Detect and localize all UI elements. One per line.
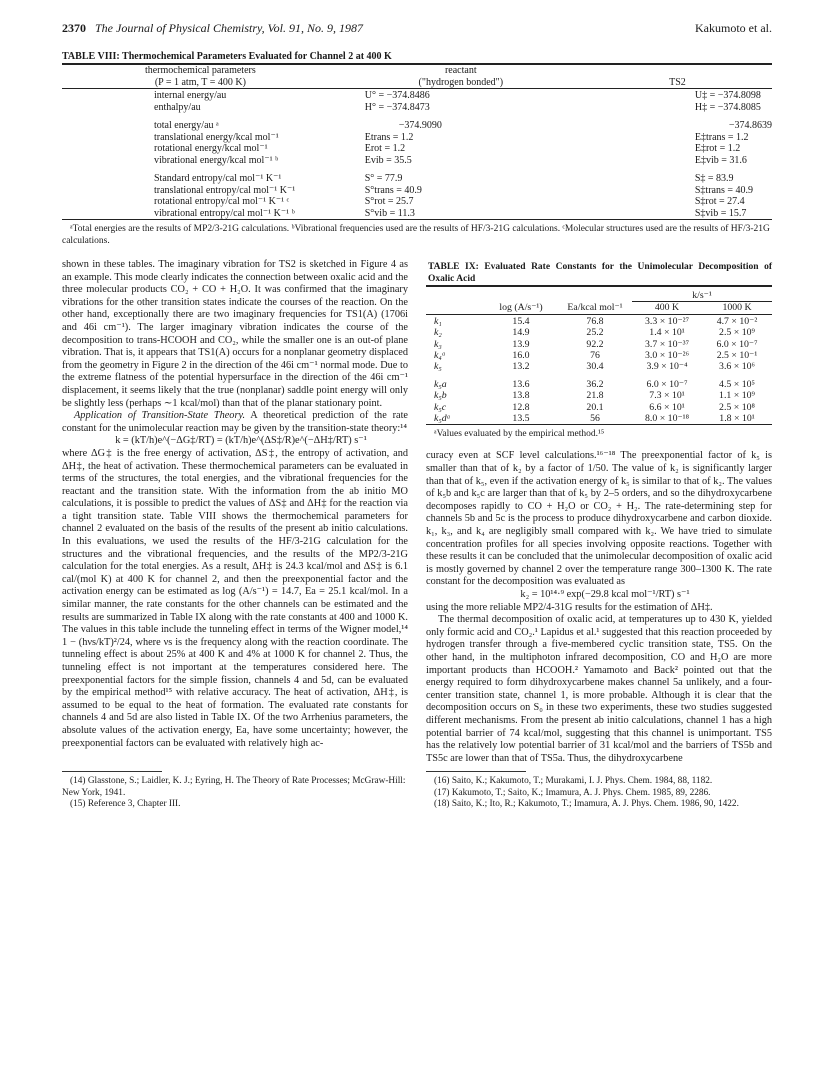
table9-k-head: k/s⁻¹: [632, 290, 772, 302]
footnote-14: (14) Glasstone, S.; Laidler, K. J.; Eyring, H. The Theory of Rate Processes; McGraw-Hill: New York, 1941.: [62, 776, 406, 798]
table9-header-row-1: [426, 290, 772, 302]
right-column: [426, 259, 772, 765]
equation-tst: k = (kT/h)e^(−ΔG‡/RT) = (kT/h)e^(ΔS‡/R)e^(−ΔH‡/RT) s⁻¹: [115, 435, 367, 447]
table9-head-1000k: 1000 K: [722, 302, 752, 314]
paragraph: The thermal decomposition of oxalic acid, at temperatures up to 430 K, yielded only formic acid and CO₂.¹ Lapidus et al.¹ suggested that this reaction proceeded by hydrogen transfer through a five-membered cyclic transition state, TS5. On the other hand, in the multiphoton infrared decomposition, CO and H₂O are more important products than HCOOH.² Yamamoto and Back² pointed out that the energy required to form dihydroxycarbene makes channel 5a unlikely, and a four-center transition state, channel 1, is more probable. Although it is clear that the decomposition occurs on S₀ in these two experiments, these two studies suggested different mechanisms. From the present ab initio calculations, channel 1 has a high potential barrier of 74 kcal/mol, suggesting that this channel is unimportant. TS5 has the relatively low potential barrier of 31 kcal/mol and the barriers of TS5b and TS5c are lower than that of TS5a. Thus, the dihydroxycarbene: [426, 614, 772, 764]
footnote-16: (16) Saito, K.; Kakumoto, T.; Murakami, I. J. Phys. Chem. 1984, 88, 1182.: [434, 776, 713, 787]
journal-citation: The Journal of Physical Chemistry, Vol. 91, No. 9, 1987: [95, 21, 363, 35]
table8-head-ts2: TS2: [669, 76, 686, 88]
paragraph: shown in these tables. The imaginary vibration for TS2 is sketched in Figure 4 as an example. This mode clearly indicates the connection between oxalic acid and the three molecular products CO₂ + CO + H₂O. It was confirmed that the imaginary vibrations for the other transition states indicate the courses of the reaction. On the other hand, exceptionally there are two imaginary frequencies for TS1(A) (1706i and 46i cm⁻¹). The larger imaginary vibration indicates the course of the decomposition to trans-HCOOH and CO₂, while the smaller one is an out-of plane vibration. That is, it appears that TS1(A) occurs for a nonplanar geometry displaced from the geometry in Figure 2 in the direction of the 46i cm⁻¹ normal mode. Due to the extreme flatness of the potential hypersurface in the direction of the 46i cm⁻¹ displacement, it seems likely that the true (nonplanar) saddle point energy will only be slightly less (perhaps ∼1 kcal/mol) than that of the planar stationary point.: [62, 259, 408, 409]
table9-head-ea: Ea/kcal mol⁻¹: [567, 302, 623, 314]
table9-bottom-rule: [426, 424, 772, 425]
running-head-left: [62, 20, 363, 36]
table-row: internal energy/au U° = −374.8486 U‡ = −374.8098: [154, 90, 761, 101]
footnotes-right: [426, 771, 772, 810]
page-number: 2370: [62, 21, 86, 35]
paragraph: curacy even at SCF level calculations.¹⁶⁻¹⁸ The preexponential factor of k₅ is smaller than that of k₂ by a factor of 1/50. The value of k₂ is significantly larger than that of k₅, even if the activation energy of k₅ is similar to that of k₂. The values of k₅b and k₅c are larger than that of k₅ by 2–5 orders, and so the dihydroxycarbene decomposes rapidly to CO + H₂O or CO₂ + H₂. The rate-determining step for channels 5b and 5c is the process to produce dihydroxycarbene and carbon dioxide. k₁, k₃, and k₄ are negligibly small compared with k₂. We have tried to simulate concentration profiles for all species involving opposite reactions. Together with these results it can be concluded that the unimolecular decomposition of oxalic acid is mostly governed by channel 2 over the temperature range 300–1300 K. The rate constant for the decomposition was evaluated as: [426, 450, 772, 588]
footnote-17: (17) Kakumoto, T.; Saito, K.; Imamura, A. J. Phys. Chem. 1985, 89, 2286.: [434, 787, 711, 798]
table8-header-row-1: [62, 65, 772, 77]
table8-bottom-rule: [62, 219, 772, 220]
table8: [62, 65, 772, 219]
footnotes: [62, 771, 772, 810]
table8-head-reactant-a: reactant: [444, 65, 477, 76]
table9-head-loga: log (A/s⁻¹): [499, 302, 543, 314]
table-row: k₅c 12.8 20.1 6.6 × 10¹ 2.5 × 10⁸: [434, 401, 755, 413]
table8-caption: TABLE VIII: Thermochemical Parameters Evaluated for Channel 2 at 400 K: [62, 51, 392, 62]
table8-header-row-2: [62, 77, 772, 89]
section-heading: Application of Transition-State Theory.: [74, 410, 246, 422]
table9-footnote: ᵃValues evaluated by the empirical method.¹⁵: [434, 429, 605, 440]
table-row: translational entropy/cal mol⁻¹ K⁻¹ S°trans = 40.9 S‡trans = 40.9: [154, 184, 753, 196]
footnote-18: (18) Saito, K.; Ito, R.; Kakumoto, T.; Imamura, A. J. Phys. Chem. 1986, 90, 1422.: [434, 798, 739, 809]
paragraph: using the more reliable MP2/4-31G results for the estimation of ΔH‡.: [426, 601, 713, 613]
running-head-authors: Kakumoto et al.: [695, 21, 772, 35]
table8-footnotes: ᵃTotal energies are the results of MP2/3-21G calculations. ᵇVibrational frequencies used are the results of HF/3-21G calculations. ᶜMolecular structures used are the results of HF/3-21G calculations.: [62, 224, 770, 246]
table9-header-row-2: [426, 302, 772, 314]
table9: [426, 290, 772, 424]
footnotes-left: [62, 771, 408, 810]
table-row: k₃ 13.9 92.2 3.7 × 10⁻³⁷ 6.0 × 10⁻⁷: [434, 338, 758, 350]
table-row: k₅dᵃ 13.5 56 8.0 × 10⁻¹⁸ 1.8 × 10¹: [434, 413, 755, 425]
footnote-15: (15) Reference 3, Chapter III.: [70, 798, 181, 809]
table9-caption: TABLE IX: Evaluated Rate Constants for the Unimolecular Decomposition of Oxalic Acid: [428, 262, 772, 284]
left-column: [62, 259, 408, 765]
table-row: vibrational entropy/cal mol⁻¹ K⁻¹ ᵇ S°vib = 11.3 S‡vib = 15.7: [154, 207, 747, 219]
table-row: k₁ 15.4 76.8 3.3 × 10⁻²⁷ 4.7 × 10⁻²: [434, 315, 758, 327]
body-columns: [62, 259, 772, 765]
journal-page: [62, 20, 772, 810]
table-row: total energy/au ᵃ −374.9090 −374.8639: [154, 120, 772, 131]
table8-head-reactant-b: ("hydrogen bonded"): [418, 76, 504, 88]
table-row: k₅b 13.8 21.8 7.3 × 10¹ 1.1 × 10⁹: [434, 390, 755, 402]
table-row: Standard entropy/cal mol⁻¹ K⁻¹ S° = 77.9 S‡ = 83.9: [154, 173, 734, 184]
running-head: [62, 20, 772, 36]
table-row: vibrational energy/kcal mol⁻¹ ᵇ Evib = 35.5 E‡vib = 31.6: [154, 154, 747, 166]
table-row: k₅ 13.2 30.4 3.9 × 10⁻⁴ 3.6 × 10⁶: [434, 361, 755, 373]
paragraph: where ΔG‡ is the free energy of activation, ΔS‡, the entropy of activation, and ΔH‡, the heat of activation. These thermochemical parameters can be evaluated in terms of the structures, the total energies, and the vibrational frequencies for the reactant and the transition state. With the information from the ab initio MO calculations, it is possible to predict the values of ΔS‡ and ΔH‡ for the reaction via a tight transition state. Table VIII shows the thermochemical parameters for channel 2 evaluated on the basis of the results of the present ab initio calculations. In this evaluations, we used the results of the HF/3-21G calculation for the structures and the vibrational frequencies, and the results of the MP2/3-21G calculation for the total energies. As a result, ΔH‡ is 24.3 kcal/mol and ΔS‡ is 6.1 cal/(mol K) at 400 K for channel 2, and then the preexponential factor and the activation energy can be estimated as log (A/s⁻¹) = 14.7, Ea = 25.1 kcal/mol. In a similar manner, the rate constants for the other channels can be estimated and the results are summarized in Table IX along with the rate constants at 400 and 1000 K. The values in this table include the tunneling effect in terms of the Wigner model,¹⁴ 1 − (hνs/kT)²/24, where νs is the frequency along with the reaction coordinate. The tunneling effect is about 25% at 400 K and 4% at 1000 K for channel 2. Thus, the tunneling effect is not important at the temperatures considered here. The preexponential factors for the simple fission, channels 4 and 5d, can be evaluated by the empirical method¹⁵ with relative accuracy. The heat of activation, ΔH‡, is assumed to be equal to the heat of formation. The evaluated rate constants for channels 4 and 5d are also listed in Table IX. Of the two Arrhenius parameters, the absolute values of the activation energy, Ea, have some uncertainty; however, the preexponential factors can be evaluated with relatively high ac-: [62, 447, 408, 749]
table8-head-param-a: thermochemical parameters: [144, 65, 256, 76]
table9-head-400k: 400 K: [654, 302, 680, 314]
table8-head-param-b: (P = 1 atm, T = 400 K): [154, 76, 246, 88]
table-row: rotational entropy/cal mol⁻¹ K⁻¹ ᶜ S°rot = 25.7 S‡rot = 27.4: [154, 196, 745, 207]
table-row: k₅a 13.6 36.2 6.0 × 10⁻⁷ 4.5 × 10⁵: [434, 378, 755, 390]
table9-top-rule: [426, 285, 772, 287]
table-row: k₂ 14.9 25.2 1.4 × 10¹ 2.5 × 10⁹: [434, 327, 755, 339]
table-row: enthalpy/au H° = −374.8473 H‡ = −374.8085: [154, 101, 761, 113]
equation-k2: k₂ = 10¹⁴·⁹ exp(−29.8 kcal mol⁻¹/RT) s⁻¹: [520, 589, 690, 600]
table-row: rotational energy/kcal mol⁻¹ Erot = 1.2 E‡rot = 1.2: [154, 143, 741, 154]
table-row: k₄ᵃ 16.0 76 3.0 × 10⁻²⁶ 2.5 × 10⁻¹: [434, 350, 758, 362]
paragraph: Application of Transition-State Theory. A theoretical prediction of the rate constant for the unimolecular reaction may be given by the transition-state theory:¹⁴: [62, 410, 409, 434]
table-row: translational energy/kcal mol⁻¹ Etrans = 1.2 E‡trans = 1.2: [154, 131, 749, 143]
